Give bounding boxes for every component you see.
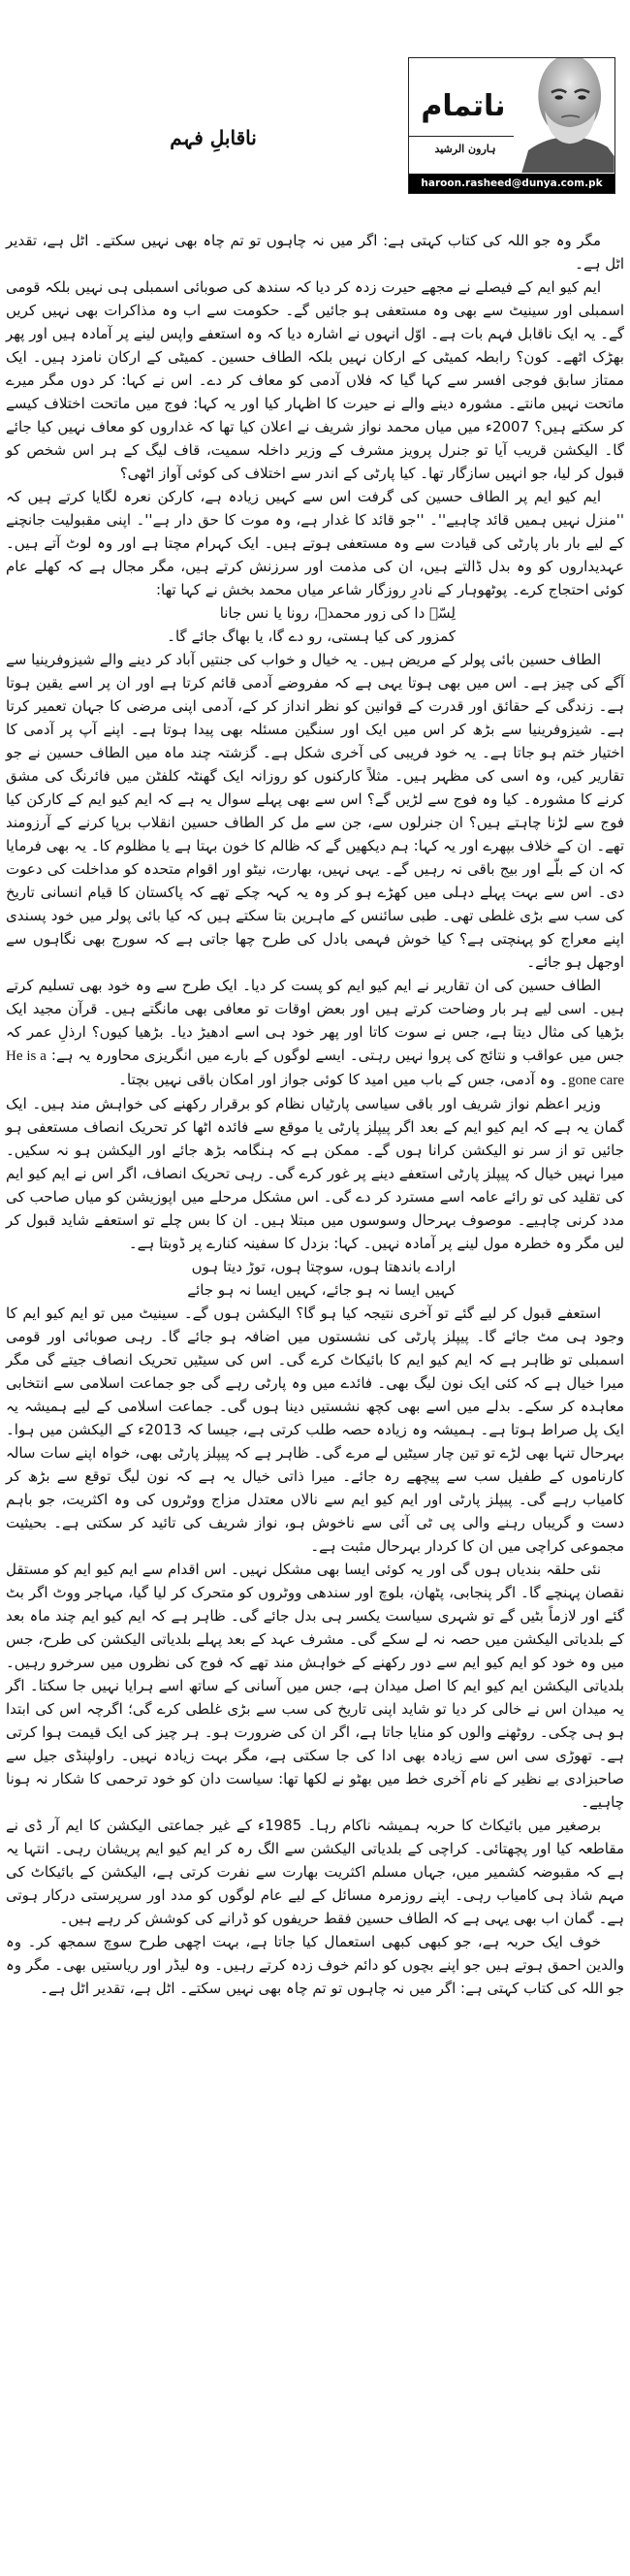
paragraph: مگر وہ جو اللہ کی کتاب کہتی ہے: اگر میں نہ چاہوں تو تم چاہ بھی نہیں سکتے۔ اٹل ہے، تقدیر اٹل ہے۔ (6, 232, 624, 273)
article-title: ناقابلِ فہم (170, 126, 257, 149)
author-email[interactable]: haroon.rasheed@dunya.com.pk (409, 174, 614, 193)
paragraph (6, 974, 624, 1092)
paragraph: خوف ایک حربہ ہے، جو کبھی کبھی استعمال کیا جاتا ہے، بہت اچھی طرح سوچ سمجھ کر۔ وہ والدین احمق ہوتے ہیں جو اپنے بچوں کو دائم خوف زدہ کرتے رہیں۔ وہ لیڈر اور ریاستیں بھی۔ مگر وہ جو اللہ کی کتاب کہتی ہے: اگر میں نہ چاہوں تو تم چاہ بھی نہیں سکتے۔ اٹل ہے، تقدیر اٹل ہے۔ (6, 1933, 624, 1997)
column-name: ناتمام (421, 89, 506, 123)
paragraph: الطاف حسین بائی پولر کے مریض ہیں۔ یہ خیال و خواب کی جنتیں آباد کر دینے والے شیزوفرینیا سے آگے کی چیز ہے۔ اس میں بھی ہوتا یہی ہے کہ مفروضے آدمی قائم کرتا ہے اور ان پر اسے یقین ہوتا ہے۔ زندگی کے حقائق اور قدرت کے قوانین کو نظر انداز کر کے، آدمی اپنی مرضی کا جہان تعمیر کرتا ہے۔ شیزوفرینیا سے بڑھ کر اس میں ایک اور سنگین مسئلہ بھی پیدا ہوتا ہے۔ اپنے آپ پر آدمی کا اختیار ختم ہو جاتا ہے۔ یہ خود فریبی کی آخری شکل ہے۔ گزشتہ چند ماہ میں الطاف حسین نے جو تقاریر کیں، وہ اسی کی مظہر ہیں۔ مثلاً کارکنوں کو روزانہ ایک گھنٹہ کلفٹن میں فائرنگ کی مشق کرنے کا مشورہ۔ کیا وہ فوج سے لڑیں گے؟ اس سے بھی پہلے سوال یہ ہے کہ ایم کیو ایم کے کارکن کیا فوج سے لڑنا چاہتے ہیں؟ ان جنرلوں سے، جن سے مل کر الطاف حسین انقلاب برپا کرنے کے آرزومند تھے۔ ان کے خلاف بپھرے اور یہ کہا: ہم دیکھیں گے کہ ظالم کا خون بہتا ہے یا مظلوم کا۔ یہ بھی فرمایا کہ ان کے بلّے اور بیج باقی نہ رہیں گے۔ یہی نہیں، بھارت، نیٹو اور اقوام متحدہ کو مداخلت کی دعوت دی۔ اس سے بہت پہلے دہلی میں کھڑے ہو کر وہ یہ کہہ چکے تھے کہ پاکستان کا قیام انسانی تاریخ کی سب سے بڑی غلطی تھی۔ طبی سائنس کے ماہرین بتا سکتے ہیں کہ کیا بائی پولر میں خود پسندی اپنے معراج کو پہنچتی ہے؟ کیا خوش فہمی بادل کی طرح چھا جاتی ہے کہ سورج بھی نگاہوں سے اوجھل ہو جائے۔ (6, 651, 624, 971)
verse-line: ارادے باندھتا ہوں، سوچتا ہوں، توڑ دیتا ہوں (191, 1258, 456, 1275)
verse-line: کمزور کی کیا ہستی، رو دے گا، یا بھاگ جائے گا۔ (167, 628, 456, 645)
verse-line: لِسّے دا کی زور محمدؐ، رونا یا نس جانا (219, 604, 456, 622)
paragraph-text: ۔ وہ آدمی، جس کے باب میں امید کا کوئی جواز اور امکان باقی نہیں بچتا۔ (118, 1071, 569, 1088)
author-name: ہارون الرشید (434, 143, 496, 155)
column-masthead (408, 57, 615, 194)
divider (409, 136, 514, 137)
paragraph-text: الطاف حسین کی ان تقاریر نے ایم کیو ایم کو پست کر دیا۔ ایک طرح سے وہ خود بھی تسلیم کرتے ہیں۔ اسی لیے ہر بار وضاحت کرتے ہیں اور بعض اوقات تو معافی بھی مانگتے ہیں۔ قرآن مجید ایک بڑھیا کی مثال دیتا ہے، جس نے سوت کاتا اور پھر خود ہی اسے ادھیڑ دیا۔ بڑھیا کیوں؟ ارذلِ عمر کہ جس میں عواقب و نتائج کی پروا نہیں رہتی۔ ایسے لوگوں کے بارے میں انگریزی محاورہ یہ ہے: (6, 977, 624, 1064)
paragraph: ایم کیو ایم پر الطاف حسین کی گرفت اس سے کہیں زیادہ ہے، کارکن نعرہ لگایا کرتے ہیں کہ ''منزل نہیں ہمیں قائد چاہیے''۔ ''جو قائد کا غدار ہے، وہ موت کا حق دار ہے''۔ اپنی مقبولیت جانچنے کے لیے بار بار پارٹی کی قیادت سے وہ مستعفی ہوتے ہیں۔ ایک کہرام مچتا ہے اور وہ لوٹ آتے ہیں۔ عہدیداروں کو وہ بدل ڈالتے ہیں، ان کی مذمت اور سرزنش کرتے ہیں، مگر مجال ہے کہ کھلے عام کوئی احتجاج کرے۔ پوٹھوہار کے نادرِ روزگار شاعر میاں محمد بخش نے کہا تھا: (6, 488, 624, 598)
article-body (6, 229, 624, 2000)
verse-line: کہیں ایسا نہ ہو جائے، کہیں ایسا نہ ہو جائے (187, 1281, 456, 1299)
paragraph: ایم کیو ایم کے فیصلے نے مجھے حیرت زدہ کر دیا کہ سندھ کی صوبائی اسمبلی ہی نہیں بلکہ قومی اسمبلی اور سینیٹ سے بھی وہ مستعفی ہو جائیں گے۔ حکومت سے اب وہ مذاکرات بھی نہیں کریں گے۔ یہ ایک ناقابل فہم بات ہے۔ اوّل انہوں نے اشارہ دیا کہ وہ استعفے واپس لینے پر آمادہ ہیں اور پھر بھڑک اٹھے۔ کون؟ رابطہ کمیٹی کے ارکان نہیں بلکہ الطاف حسین۔ کمیٹی کے ارکان نامزد ہیں۔ ایک ممتاز سابق فوجی افسر سے کہا گیا کہ فلاں آدمی کو معاف کر دے۔ اس نے کہا: کر دوں مگر میرے ماتحت نہیں مانتے۔ مشورہ دینے والے نے حیرت کا اظہار کیا اور یہ کہا: فوج میں ماتحت اختلاف کیسے کر سکتے ہیں؟ 2007ء میں میاں محمد نواز شریف نے اعلان کیا تھا کہ غداروں کو معاف نہیں کیا جائے گا۔ الیکشن قریب آیا تو جنرل پرویز مشرف کے وزیر داخلہ سمیت، قاف لیگ کے ہر اس شخص کو قبول کر لیا، جو انہیں سازگار تھا۔ کیا پارٹی کے اندر سے اختلاف کی کوئی آواز اٹھی؟ (6, 278, 624, 482)
english-idiom: He is a gone care (6, 1048, 624, 1088)
paragraph: نئی حلقہ بندیاں ہوں گی اور یہ کوئی ایسا بھی مشکل نہیں۔ اس اقدام سے ایم کیو ایم کو مستقل نقصان پہنچے گا۔ اگر پنجابی، پٹھان، بلوچ اور سندھی ووٹروں کو متحرک کر لیا گیا، مہاجر ووٹ اگر بٹ گئے اور لازماً بٹیں گے تو شہری سیاست یکسر ہی بدل جائے گی۔ ظاہر ہے کہ ایم کیو ایم چند ماہ بعد کے بلدیاتی الیکشن میں حصہ نہ لے سکے گی۔ مشرف عہد کے بعد پہلے بلدیاتی الیکشن کی طرح، جس میں وہ خود کو ایم کیو ایم سے دور رکھنے کے خواہش مند تھے کہ فوج کی نظروں میں سرخرو رہیں۔ بلدیاتی الیکشن ایم کیو ایم کا اصل میدان ہے، جس میں آسانی کے ساتھ اسے ہرایا نہیں جا سکتا۔ اگر یہ میدان اس نے خالی کر دیا تو شاید اپنی تاریخ کی سب سے بڑی غلطی کرے گی؛ اگرچہ اس کی ابتدا ہو ہی چکی۔ روٹھنے والوں کو منایا جاتا ہے، اگر ان کی ضرورت ہو۔ ہر چیز کی ایک قیمت ہوا کرتی ہے۔ تھوڑی سی اس سے زیادہ بھی ادا کی جا سکتی ہے، مگر بہت زیادہ نہیں۔ راولپنڈی جیل سے صاحبزادی بے نظیر کے نام آخری خط میں بھٹو نے لکھا تھا: سیاست دان کو خود ترحمی کا شکار نہ ہونا چاہیے۔ (6, 1561, 624, 1811)
paragraph: برصغیر میں بائیکاٹ کا حربہ ہمیشہ ناکام رہا۔ 1985ء کے غیر جماعتی الیکشن کا ایم آر ڈی نے مقاطعہ کیا اور پچھتائی۔ کراچی کے بلدیاتی الیکشن سے الگ رہ کر ایم کیو ایم پریشان رہی۔ انتہا یہ ہے کہ مقبوضہ کشمیر میں، جہاں مسلم اکثریت بھارت سے نفرت کرتی ہے، الیکشن کے بائیکاٹ کی مہم شاذ ہی کامیاب رہی۔ اپنے روزمرہ مسائل کے لیے عام لوگوں کو مدد اور سرپرستی درکار ہوتی ہے۔ گمان اب بھی یہی ہے کہ الطاف حسین فقط حریفوں کو ڈرانے کی کوشش کر رہے ہیں۔ (6, 1817, 624, 1927)
paragraph: استعفے قبول کر لیے گئے تو آخری نتیجہ کیا ہو گا؟ الیکشن ہوں گے۔ سینیٹ میں تو ایم کیو ایم کا وجود ہی مٹ جائے گا۔ پیپلز پارٹی کی نشستوں میں اضافہ ہو جائے گا۔ رہی صوبائی اور قومی اسمبلی تو ظاہر ہے کہ ایم کیو ایم کا بائیکاٹ کرے گی۔ اس کی سیٹیں تحریک انصاف جیتے گی مگر میرا خیال ہے کہ کئی ایک نون لیگ بھی۔ فائدے میں وہ پارٹی رہے گی جو جماعت اسلامی سے انتخابی معاہدہ کر سکے۔ بدلے میں اسے بھی کچھ نشستیں دینا ہوں گی۔ جماعت اسلامی کے لیے ہمیشہ یہ ایک پل صراط ہوتا ہے۔ ہمیشہ وہ زیادہ حصہ طلب کرتی ہے، جیسا کہ 2013ء کے الیکشن میں ہوا۔ بہرحال تنہا بھی لڑے تو تین چار سیٹیں لے مرے گی۔ ظاہر ہے کہ پیپلز پارٹی بھی، خواہ اپنے سات سالہ کارناموں کے طفیل سب سے پیچھے رہ جائے۔ میرا ذاتی خیال یہ ہے کہ نون لیگ توقع سے بڑھ کر کامیاب رہے گی۔ پیپلز پارٹی اور ایم کیو ایم سے نالاں معتدل مزاج ووٹروں کی وہ اکثریت، جو باہم دست و گریباں رہنے والی پی ٹی آئی سے ناخوش ہو، نواز شریف کی تائید کر سکتی ہے۔ بحیثیت مجموعی کراچی میں ان کا کردار بہرحال مثبت ہے۔ (6, 1304, 624, 1555)
author-portrait (521, 57, 614, 173)
paragraph: وزیر اعظم نواز شریف اور باقی سیاسی پارٹیاں نظام کو برقرار رکھنے کی خواہش مند ہیں۔ ایک گمان یہ ہے کہ ایم کیو ایم کے بعد اگر پیپلز پارٹی یا موقع سے فائدہ اٹھا کر تحریک انصاف مستعفی ہو جائیں تو از سر نو الیکشن کرانا ہوں گے۔ ممکن ہے کہ ہنگامہ بڑھ جائے اور الیکشن ہو نہ سکیں۔ میرا نہیں خیال کہ پیپلز پارٹی استعفے دینے پر غور کرے گی۔ رہی تحریک انصاف، اگر اس نے ایم کیو ایم کی تقلید کی تو رائے عامہ اسے مسترد کر دے گی۔ اس مشکل مرحلے میں اپوزیشن کو میاں صاحب کی مدد کرنی چاہیے۔ موصوف بہرحال وسوسوں میں مبتلا ہیں۔ ان کا بس چلے تو استعفے شاید قبول کر لیں مگر وہ خطرہ مول لینے پر آمادہ نہیں۔ کہا: بزدل کا سفینہ کنارے پر ڈوبتا ہے۔ (6, 1095, 624, 1252)
